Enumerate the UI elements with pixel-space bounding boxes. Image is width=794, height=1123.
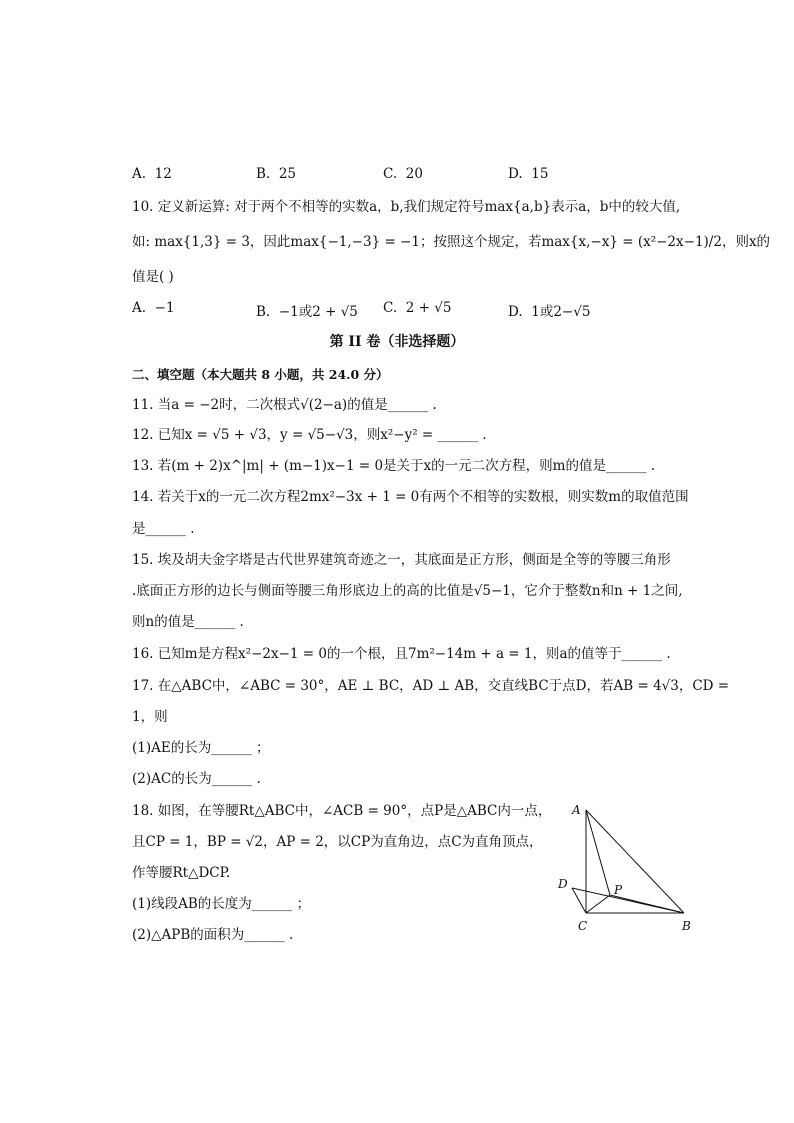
q9-choice-b: B. 25 [256,166,296,182]
q14-line-2: 是______ . [132,521,195,537]
q10-choice-c: C. 2 + √5 [383,300,452,316]
q16-line-1: 16. 已知m是方程x²−2x−1 = 0的一个根，且7m²−14m + a = 1，则a的值等于______ . [132,646,671,662]
q15-line-2: .底面正方形的边长与侧面等腰三角形底边上的高的比值是√5−1，它介于整数n和n + 1之间, [132,583,683,599]
q18-line-5: (2)△APB的面积为______ . [132,927,294,943]
q11-line-1: 11. 当a = −2时，二次根式√(2−a)的值是______ . [132,397,437,413]
part2-header: 二、填空题（本大题共 8 小题，共 24.0 分） [132,367,389,382]
label-a: A [572,803,581,817]
q10-line-2: 如: max{1,3} = 3，因此max{−1,−3} = −1；按照这个规定，若max{x,−x} = (x²−2x−1)/2，则x的 [132,234,771,250]
q17-line-1: 17. 在△ABC中，∠ABC = 30°，AE ⊥ BC，AD ⊥ AB，交直线BC于点D，若AB = 4√3，CD = [132,678,730,694]
q10-choice-a: A. −1 [132,300,175,316]
q10-choice-d: D. 1或2−√5 [508,304,591,320]
label-b: B [682,919,691,933]
q9-choice-a: A. 12 [132,166,172,182]
segment-db [572,888,684,913]
q15-line-3: 则n的值是______ . [132,614,244,630]
q18-line-2: 且CP = 1，BP = √2，AP = 2，以CP为直角边，点C为直角顶点， [132,834,543,850]
q9-choice-c: C. 20 [383,166,423,182]
segment-cp [586,895,610,913]
q18-line-1: 18. 如图，在等腰Rt△ABC中，∠ACB = 90°，点P是△ABC内一点， [132,803,552,819]
q17-line-3: (1)AE的长为______ ； [132,740,270,756]
section-title: 第 II 卷（非选择题） [329,334,465,350]
q9-choice-d: D. 15 [508,166,549,182]
q14-line-1: 14. 若关于x的一元二次方程2mx²−3x + 1 = 0有两个不相等的实数根，则实数m的取值范围 [132,489,689,505]
label-d: D [558,877,568,891]
q10-choice-b: B. −1或2 + √5 [256,304,358,320]
q18-line-3: 作等腰Rt△DCP. [132,865,231,881]
label-c: C [578,919,588,933]
label-p: P [614,883,623,897]
q10-line-1: 10. 定义新运算: 对于两个不相等的实数a，b,我们规定符号max{a,b}表示a，b中的较大值, [132,199,681,215]
q18-line-4: (1)线段AB的长度为______ ； [132,896,311,912]
q13-line-1: 13. 若(m + 2)x^|m| + (m−1)x−1 = 0是关于x的一元二次方程，则m的值是______ . [132,458,656,474]
q12-line-1: 12. 已知x = √5 + √3，y = √5−√3，则x²−y² = ______ . [132,427,487,443]
q17-line-2: 1，则 [132,709,168,725]
q10-line-3: 值是( ) [132,269,174,285]
segment-dc [572,888,586,913]
q17-line-4: (2)AC的长为______ . [132,771,261,787]
triangle-figure [550,800,710,940]
q15-line-1: 15. 埃及胡夫金字塔是古代世界建筑奇迹之一，其底面是正方形，侧面是全等的等腰三角形 [132,552,671,568]
